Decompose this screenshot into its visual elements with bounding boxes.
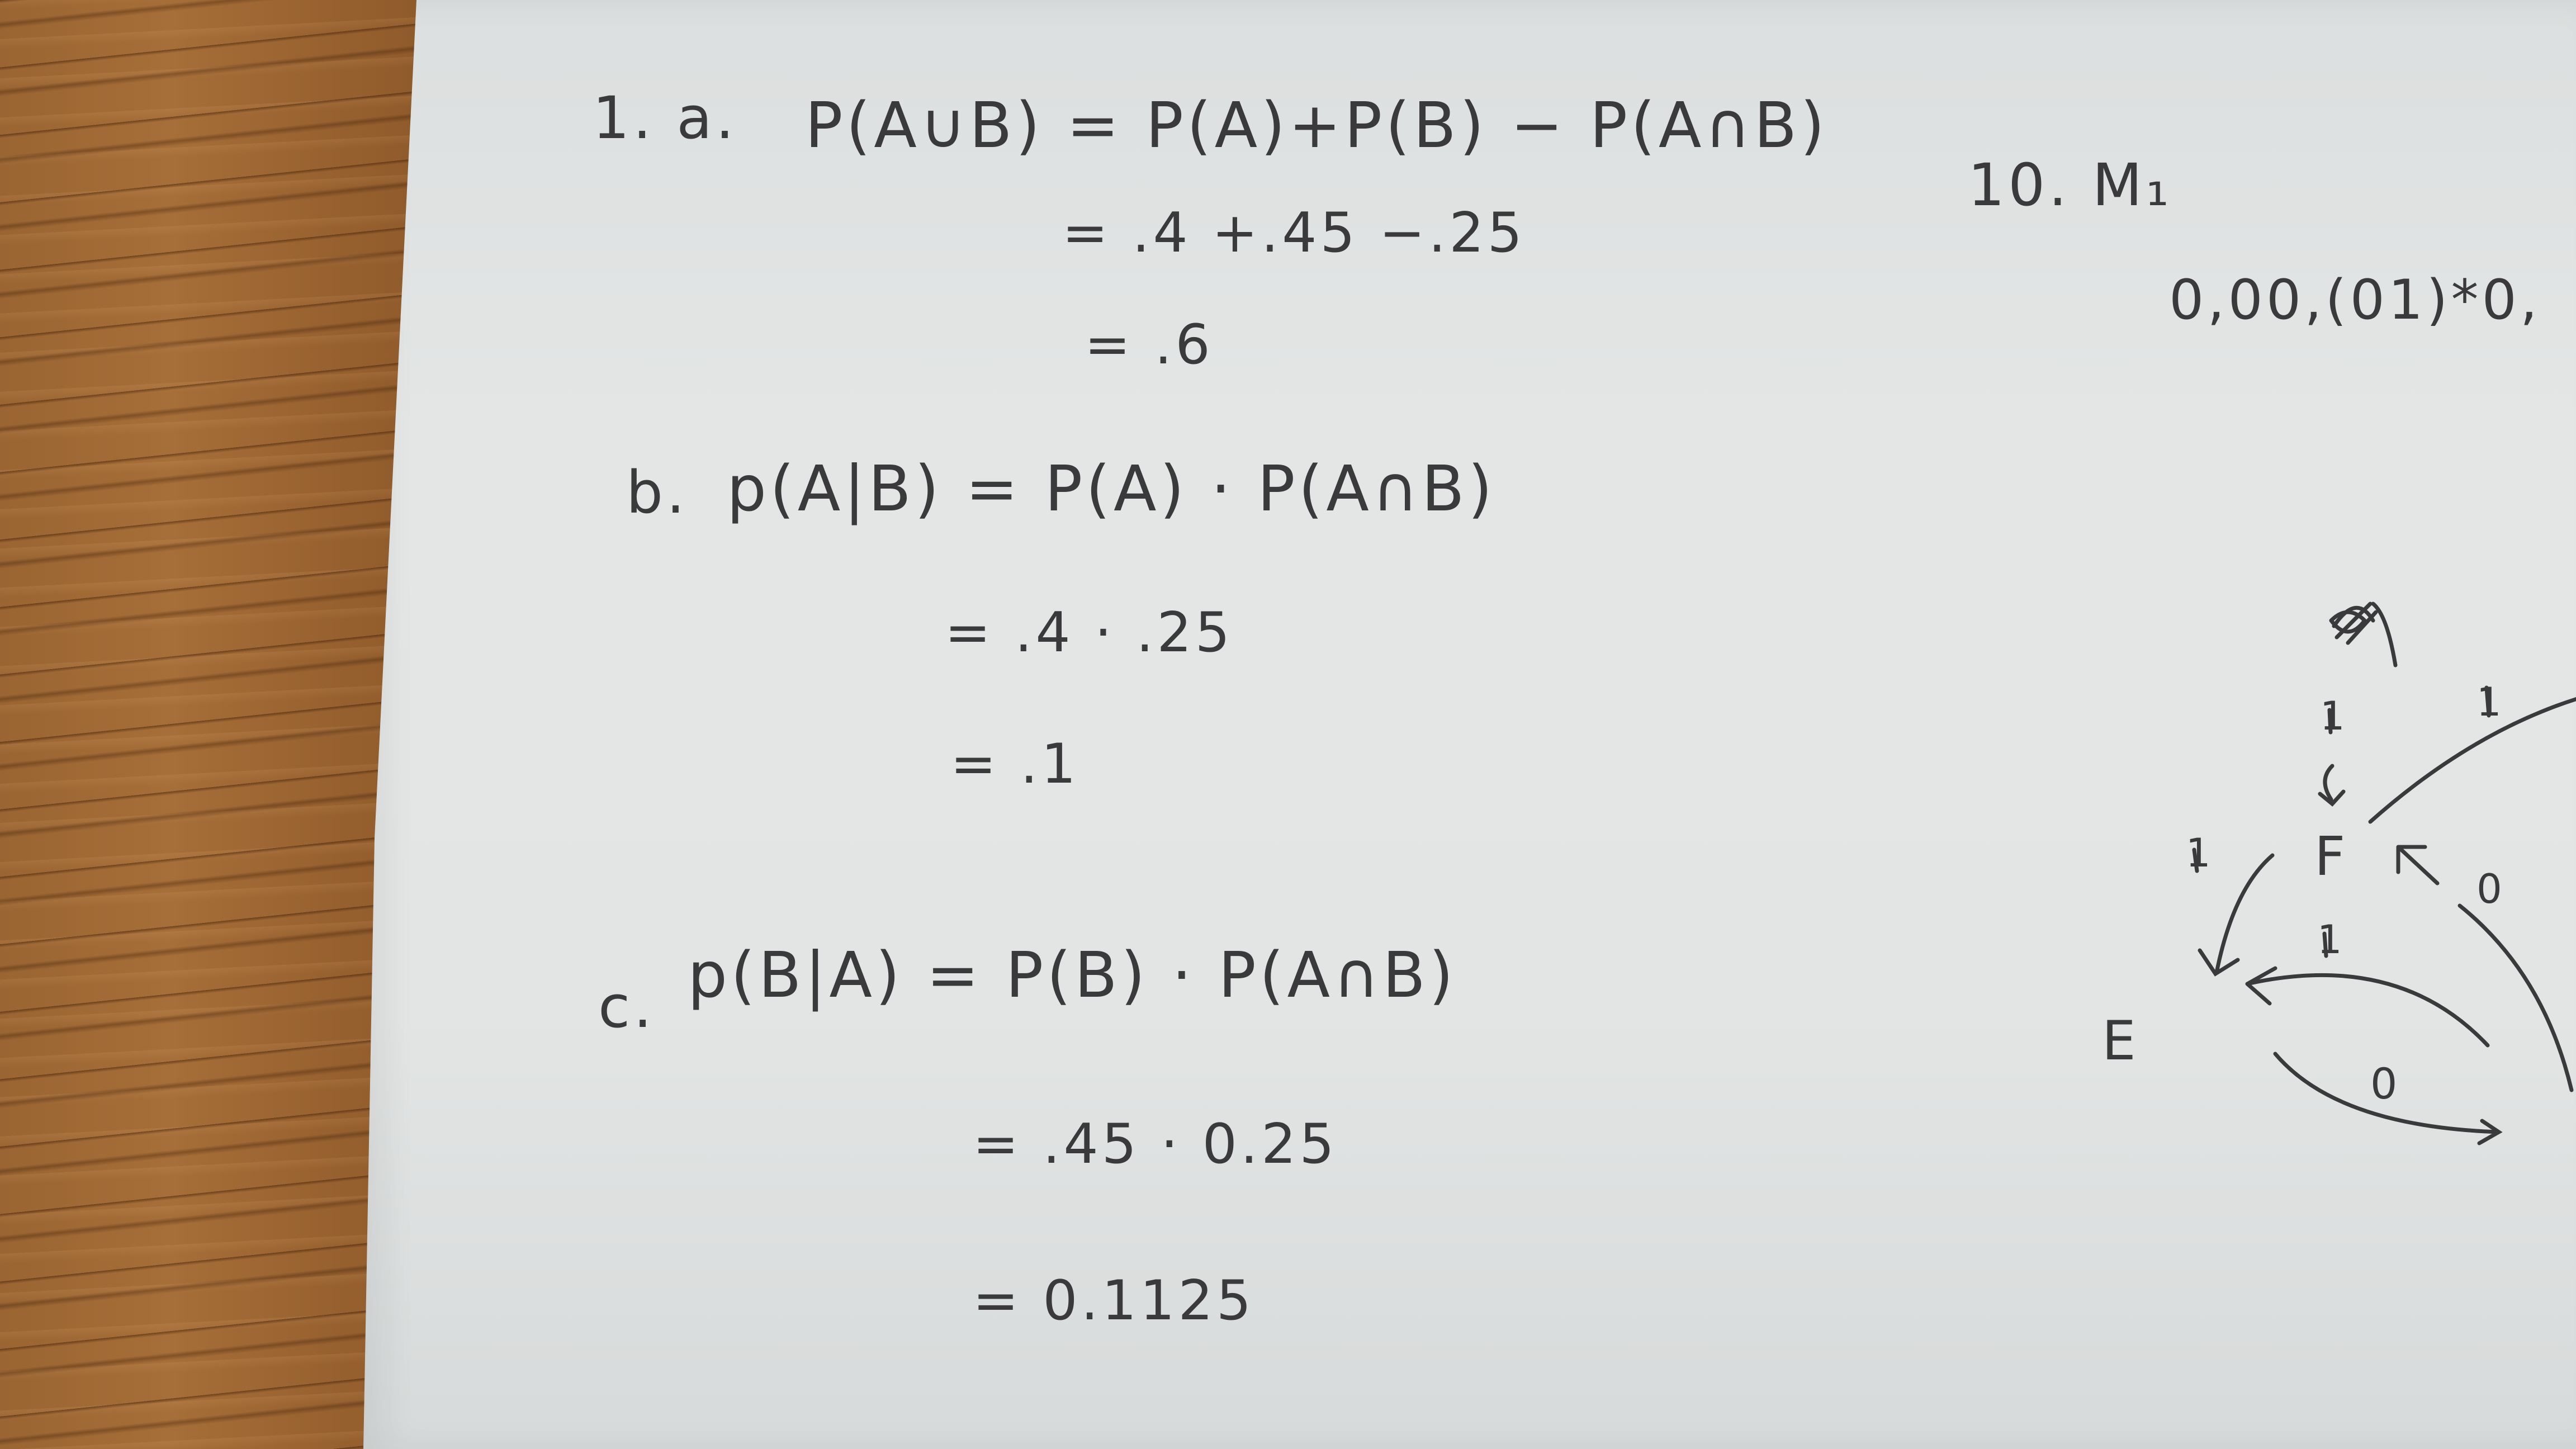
arrow-to-f (2320, 766, 2343, 804)
arrow-into-f (2398, 847, 2437, 883)
scribble-mark (2331, 604, 2395, 665)
edge-label-6: 0 (2370, 1059, 2398, 1109)
edge-label-1: 1 (2320, 693, 2345, 739)
problem-1a-label: 1. a. (593, 84, 738, 152)
problem-1a-line2: = .4 +.45 −.25 (1062, 201, 1526, 265)
problem-1a-line1: P(A∪B) = P(A)+P(B) − P(A∩B) (805, 89, 1828, 162)
problem-1a-line3: = .6 (1085, 313, 1214, 377)
curve-f-right (2370, 699, 2576, 822)
problem-10-strings: 0,00,(01)*0, (2169, 268, 2541, 332)
arc-right-edge (2460, 906, 2572, 1090)
arrow-into-e (2247, 968, 2488, 1045)
problem-1b-line1: p(A|B) = P(A) · P(A∩B) (727, 453, 1496, 525)
edge-label-3: 1 (2186, 830, 2211, 876)
problem-1c-line3: = 0.1125 (973, 1269, 1255, 1333)
problem-1b-line3: = .1 (950, 732, 1079, 796)
problem-1c-label: c. (598, 973, 656, 1041)
problem-1c-line2: = .45 · 0.25 (973, 1112, 1338, 1176)
edge-label-5: 1 (2317, 917, 2342, 963)
problem-1b-label: b. (626, 458, 689, 527)
edge-label-2: 1 (2476, 679, 2502, 725)
problem-1b-line2: = .4 · .25 (945, 601, 1234, 665)
problem-10-label: 10. M₁ (1968, 151, 2172, 219)
state-e: E (2102, 1010, 2136, 1072)
state-f: F (2314, 825, 2346, 888)
edge-label-4: 0 (2476, 865, 2502, 912)
problem-1c-line1: p(B|A) = P(B) · P(A∩B) (688, 939, 1457, 1012)
